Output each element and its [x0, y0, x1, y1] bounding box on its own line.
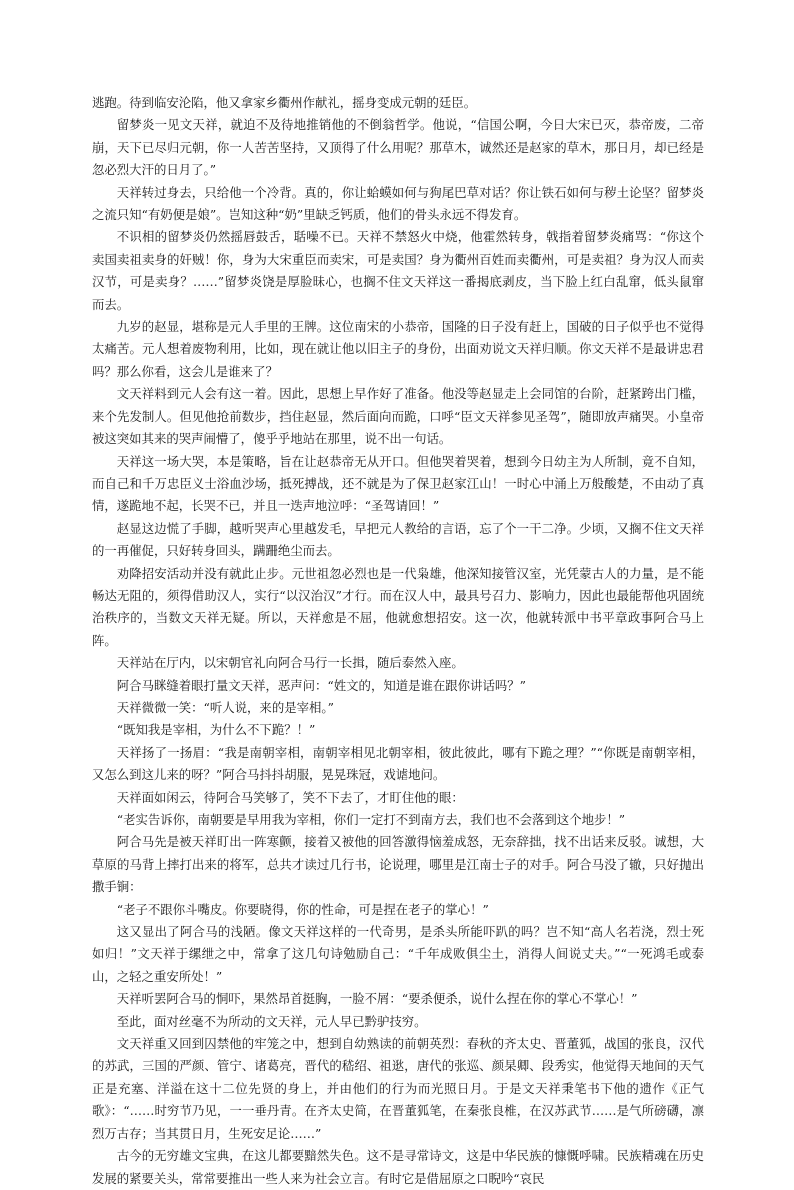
paragraph: 劝降招安活动并没有就此止步。元世祖忽必烈也是一代枭雄，他深知接管汉室，光凭蒙古人的力量，是不能畅达无阻的，须得借助汉人，实行“以汉治汉”才行。而在汉人中，最具号召力、影响力，因此也最能帮他巩固统治秩序的，当数文天祥无疑。所以，天祥愈是不屈，他就愈想招安。这一次，他就转派中书平章政事阿合马上阵。	[92, 565, 704, 648]
paragraph: 天祥听罢阿合马的恫吓，果然昂首挺胸，一脸不屑：“要杀便杀，说什么捏在你的掌心不掌心！”	[116, 991, 638, 1007]
paragraph: 赵显这边慌了手脚，越听哭声心里越发毛，早把元人教给的言语，忘了个一干二净。少顷，又搁不住文天祥的一再催促，只好转身回头，蹒跚绝尘而去。	[92, 520, 704, 559]
document-page	[92, 92, 704, 1190]
paragraph: “老实告诉你，南朝要是早用我为宰相，你们一定打不到南方去，我们也不会落到这个地步！”	[116, 812, 626, 827]
paragraph: 天祥微微一笑：“听人说，来的是宰相。”	[116, 699, 334, 715]
paragraph: “既知我是宰相，为什么不下跪？！”	[116, 722, 316, 738]
paragraph: 文天祥料到元人会有这一着。因此，思想上早作好了准备。他没等赵显走上会同馆的台阶，赶紧跨出门槛，来个先发制人。但见他抢前数步，挡住赵显，然后面向而跪，口呼“臣文天祥参见圣驾”，随即放声痛哭。小皇帝被这突如其来的哭声闹懵了，傻乎乎地站在那里，说不出一句话。	[92, 386, 704, 447]
paragraph: 留梦炎一见文天祥，就迫不及待地推销他的不倒翁哲学。他说，“信国公啊，今日大宋已灭，恭帝废，二帝崩，天下已尽归元朝，你一人苦苦坚持，又顶得了什么用呢？那草木，诚然还是赵家的草木，那日月，却已经是忽必烈大汗的日月了。”	[92, 117, 704, 178]
paragraph: 逃跑。待到临安沦陷，他又拿家乡衢州作献礼，摇身变成元朝的廷臣。	[92, 95, 477, 110]
paragraph: 至此，面对丝毫不为所动的文天祥，元人早已黔驴技穷。	[116, 1013, 427, 1029]
paragraph: 天祥站在厅内，以宋朝官礼向阿合马行一长揖，随后泰然入座。	[116, 655, 464, 671]
paragraph: 文天祥重又回到囚禁他的牢笼之中，想到自幼熟读的前朝英烈：春秋的齐太史、晋董狐，战国的张良，汉代的苏武，三国的严颜、管宁、诸葛亮，晋代的嵇绍、祖逖，唐代的张巡、颜杲卿、段秀实，他觉得天地间的天气正是充塞、洋溢在这十二位先贤的身上，并由他们的行为而光照日月。于是文天祥秉笔书下他的遗作《正气歌》：“……时穷节乃见，一一垂丹青。在齐太史简，在晋董狐笔，在秦张良椎，在汉苏武节……是气所磅礴，凛烈万古存；当其贯日月，生死安足论……”	[92, 1036, 704, 1141]
paragraph: 这又显出了阿合马的浅陋。像文天祥这样的一代奇男，是杀头所能吓趴的吗？岂不知“高人名若浇，烈士死如归！”文天祥于缧绁之中，常拿了这几句诗勉励自己：“千年成败俱尘土，消得人间说丈夫。”“一死鸿毛或泰山，之轻之重安所处！”	[92, 924, 704, 984]
paragraph: 天祥面如闲云，待阿合马笑够了，笑不下去了，才盯住他的眼：	[116, 789, 464, 805]
paragraph: 阿合马眯缝着眼打量文天祥，恶声问：“姓文的，知道是谁在跟你讲话吗？”	[116, 677, 526, 693]
paragraph: 古今的无穷雄文宝典，在这儿都要黯然失色。这不是寻常诗文，这是中华民族的慷慨呼啸。民族精魂在历史发展的紧要关头，常常要推出一些人来为社会立言。有时它是借屈原之口睨吟“哀民	[92, 1148, 704, 1186]
paragraph: 阿合马先是被天祥盯出一阵寒颤，接着又被他的回答激得恼羞成怒，无奈辞拙，找不出话来反驳。诚想，大草原的马背上摔打出来的将军，总共才读过几行书，论说理，哪里是江南士子的对手。阿合马没了辙，只好抛出撒手锏：	[92, 834, 704, 895]
paragraph: 天祥这一场大哭，本是策略，旨在让赵恭帝无从开口。但他哭着哭着，想到今日幼主为人所制，竟不自知，而自己和千万忠臣义士浴血沙场，抵死搏战，还不就是为了保卫赵家江山！一时心中涌上万般酸楚，不由动了真情，遂跪地不起，长哭不已，并且一迭声地泣呼：“圣驾请回！”	[92, 453, 704, 514]
paragraph: 九岁的赵显，堪称是元人手里的王牌。这位南宋的小恭帝，国隆的日子没有赶上，国破的日子似乎也不觉得太痛苦。元人想着废物利用，比如，现在就让他以旧主子的身份，出面劝说文天祥归顺。你文天祥不是最讲忠君吗？那么你看，这会儿是谁来了？	[92, 319, 704, 379]
paragraph: 不识相的留梦炎仍然摇唇鼓舌，聒噪不已。天祥不禁怒火中烧，他霍然转身，戟指着留梦炎痛骂：“你这个卖国卖祖卖身的奸贼！你，身为大宋重臣而卖宋，可是卖国？身为衢州百姓而卖衢州，可是卖祖？身为汉人而卖汉节，可是卖身？……”留梦炎饶是厚脸昧心，也搁不住文天祥这一番揭底剥皮，当下脸上红白乱窜，低头鼠窜而去。	[92, 229, 704, 312]
paragraph: 天祥扬了一扬眉：“我是南朝宰相，南朝宰相见北朝宰相，彼此彼此，哪有下跪之理？”“你既是南朝宰相，又怎么到这儿来的呀？”阿合马抖抖胡服，晃晃珠冠，戏谑地问。	[92, 744, 704, 783]
paragraph: 天祥转过身去，只给他一个冷背。真的，你让蛤蟆如何与狗尾巴草对话？你让铁石如何与秽土论坚？留梦炎之流只知“有奶便是娘”。岂知这种“奶”里缺乏钙质，他们的骨头永远不得发育。	[92, 184, 704, 223]
paragraph: “老子不跟你斗嘴皮。你要晓得，你的性命，可是捏在老子的掌心！”	[116, 901, 489, 917]
